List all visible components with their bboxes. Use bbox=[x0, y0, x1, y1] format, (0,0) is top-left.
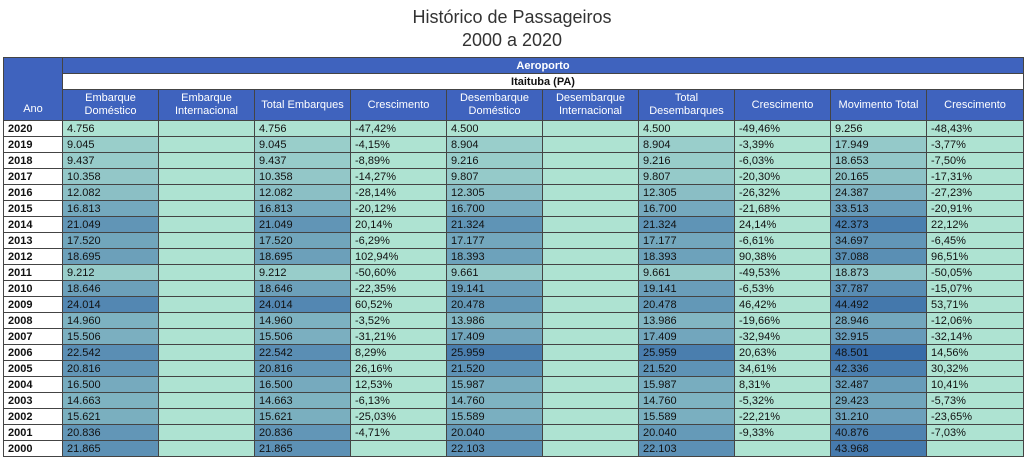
cell-cresc-des: -6,53% bbox=[735, 281, 831, 297]
cell-emb-dom: 9.212 bbox=[63, 265, 159, 281]
cell-cresc-des: 46,42% bbox=[735, 297, 831, 313]
cell-des-dom: 18.393 bbox=[447, 249, 543, 265]
cell-tot-des: 22.103 bbox=[639, 441, 735, 457]
cell-des-dom: 17.177 bbox=[447, 233, 543, 249]
cell-cresc-mov: -7,03% bbox=[927, 425, 1024, 441]
cell-mov: 31.210 bbox=[831, 409, 927, 425]
cell-des-int bbox=[543, 329, 639, 345]
header-row-sub bbox=[4, 74, 1024, 90]
cell-emb-dom: 22.542 bbox=[63, 345, 159, 361]
cell-emb-int bbox=[159, 185, 255, 201]
cell-emb-dom: 9.437 bbox=[63, 153, 159, 169]
cell-mov: 42.336 bbox=[831, 361, 927, 377]
cell-des-dom: 22.103 bbox=[447, 441, 543, 457]
table-body bbox=[4, 121, 1024, 457]
cell-cresc-emb: -47,42% bbox=[351, 121, 447, 137]
table-row bbox=[4, 441, 1024, 457]
cell-cresc-mov: -3,77% bbox=[927, 137, 1024, 153]
cell-mov: 32.487 bbox=[831, 377, 927, 393]
cell-des-int bbox=[543, 185, 639, 201]
year-cell: 2017 bbox=[4, 169, 63, 185]
cell-emb-int bbox=[159, 249, 255, 265]
cell-mov: 37.088 bbox=[831, 249, 927, 265]
cell-cresc-emb: -50,60% bbox=[351, 265, 447, 281]
cell-cresc-des bbox=[735, 441, 831, 457]
cell-tot-des: 20.040 bbox=[639, 425, 735, 441]
cell-emb-dom: 15.506 bbox=[63, 329, 159, 345]
cell-des-int bbox=[543, 345, 639, 361]
cell-cresc-mov: 22,12% bbox=[927, 217, 1024, 233]
chart-subtitle: 2000 a 2020 bbox=[461, 30, 563, 50]
cell-cresc-mov: 53,71% bbox=[927, 297, 1024, 313]
year-cell: 2005 bbox=[4, 361, 63, 377]
cell-emb-dom: 15.621 bbox=[63, 409, 159, 425]
cell-emb-int bbox=[159, 153, 255, 169]
cell-cresc-des: -3,39% bbox=[735, 137, 831, 153]
cell-mov: 44.492 bbox=[831, 297, 927, 313]
cell-des-dom: 15.987 bbox=[447, 377, 543, 393]
year-cell: 2000 bbox=[4, 441, 63, 457]
cell-tot-des: 15.589 bbox=[639, 409, 735, 425]
cell-des-int bbox=[543, 121, 639, 137]
cell-cresc-emb: -20,12% bbox=[351, 201, 447, 217]
cell-emb-int bbox=[159, 425, 255, 441]
cell-tot-emb: 16.500 bbox=[255, 377, 351, 393]
cell-emb-int bbox=[159, 137, 255, 153]
col-header-des-int: Desembarque Internacional bbox=[543, 90, 639, 121]
cell-cresc-mov: -12,06% bbox=[927, 313, 1024, 329]
cell-mov: 20.165 bbox=[831, 169, 927, 185]
cell-cresc-mov: 30,32% bbox=[927, 361, 1024, 377]
cell-tot-des: 21.324 bbox=[639, 217, 735, 233]
year-cell: 2009 bbox=[4, 297, 63, 313]
cell-tot-emb: 9.212 bbox=[255, 265, 351, 281]
cell-emb-int bbox=[159, 329, 255, 345]
cell-cresc-des: -21,68% bbox=[735, 201, 831, 217]
cell-mov: 40.876 bbox=[831, 425, 927, 441]
table-row bbox=[4, 361, 1024, 377]
cell-des-int bbox=[543, 217, 639, 233]
cell-tot-emb: 21.865 bbox=[255, 441, 351, 457]
cell-emb-int bbox=[159, 121, 255, 137]
cell-cresc-mov: -32,14% bbox=[927, 329, 1024, 345]
cell-cresc-mov: -20,91% bbox=[927, 201, 1024, 217]
cell-cresc-emb: -25,03% bbox=[351, 409, 447, 425]
cell-cresc-des: 90,38% bbox=[735, 249, 831, 265]
cell-des-int bbox=[543, 425, 639, 441]
cell-tot-des: 8.904 bbox=[639, 137, 735, 153]
col-header-cresc-emb: Crescimento bbox=[351, 90, 447, 121]
cell-tot-des: 17.177 bbox=[639, 233, 735, 249]
cell-cresc-mov: -23,65% bbox=[927, 409, 1024, 425]
cell-des-dom: 12.305 bbox=[447, 185, 543, 201]
cell-mov: 28.946 bbox=[831, 313, 927, 329]
col-header-tot-des: Total Desembarques bbox=[639, 90, 735, 121]
table-row bbox=[4, 377, 1024, 393]
year-cell: 2011 bbox=[4, 265, 63, 281]
cell-des-dom: 21.324 bbox=[447, 217, 543, 233]
table-row bbox=[4, 137, 1024, 153]
year-cell: 2020 bbox=[4, 121, 63, 137]
year-cell: 2008 bbox=[4, 313, 63, 329]
cell-emb-dom: 18.646 bbox=[63, 281, 159, 297]
cell-emb-dom: 12.082 bbox=[63, 185, 159, 201]
cell-tot-emb: 21.049 bbox=[255, 217, 351, 233]
cell-emb-dom: 21.049 bbox=[63, 217, 159, 233]
cell-emb-int bbox=[159, 361, 255, 377]
table-row bbox=[4, 121, 1024, 137]
cell-cresc-emb: -6,13% bbox=[351, 393, 447, 409]
cell-cresc-emb bbox=[351, 441, 447, 457]
col-header-cresc-des: Crescimento bbox=[735, 90, 831, 121]
table-row bbox=[4, 345, 1024, 361]
table-row bbox=[4, 409, 1024, 425]
cell-cresc-mov: -48,43% bbox=[927, 121, 1024, 137]
cell-emb-dom: 4.756 bbox=[63, 121, 159, 137]
cell-emb-dom: 14.663 bbox=[63, 393, 159, 409]
year-cell: 2010 bbox=[4, 281, 63, 297]
year-cell: 2003 bbox=[4, 393, 63, 409]
cell-tot-emb: 14.960 bbox=[255, 313, 351, 329]
cell-cresc-des: -32,94% bbox=[735, 329, 831, 345]
year-cell: 2016 bbox=[4, 185, 63, 201]
cell-des-dom: 20.040 bbox=[447, 425, 543, 441]
cell-mov: 18.873 bbox=[831, 265, 927, 281]
cell-cresc-des: -6,61% bbox=[735, 233, 831, 249]
cell-tot-emb: 9.045 bbox=[255, 137, 351, 153]
table-row bbox=[4, 217, 1024, 233]
table-row bbox=[4, 185, 1024, 201]
cell-cresc-mov: -17,31% bbox=[927, 169, 1024, 185]
cell-tot-des: 25.959 bbox=[639, 345, 735, 361]
cell-des-int bbox=[543, 409, 639, 425]
cell-cresc-mov: -27,23% bbox=[927, 185, 1024, 201]
cell-cresc-des: -5,32% bbox=[735, 393, 831, 409]
year-cell: 2006 bbox=[4, 345, 63, 361]
cell-emb-int bbox=[159, 441, 255, 457]
cell-emb-dom: 16.813 bbox=[63, 201, 159, 217]
cell-des-dom: 8.904 bbox=[447, 137, 543, 153]
year-cell: 2002 bbox=[4, 409, 63, 425]
cell-des-int bbox=[543, 233, 639, 249]
cell-tot-des: 18.393 bbox=[639, 249, 735, 265]
cell-des-dom: 9.661 bbox=[447, 265, 543, 281]
year-cell: 2004 bbox=[4, 377, 63, 393]
cell-tot-des: 9.216 bbox=[639, 153, 735, 169]
cell-tot-des: 12.305 bbox=[639, 185, 735, 201]
cell-cresc-des: 8,31% bbox=[735, 377, 831, 393]
cell-des-int bbox=[543, 169, 639, 185]
cell-emb-dom: 9.045 bbox=[63, 137, 159, 153]
cell-des-dom: 9.216 bbox=[447, 153, 543, 169]
cell-des-dom: 9.807 bbox=[447, 169, 543, 185]
table-row bbox=[4, 201, 1024, 217]
table-row bbox=[4, 425, 1024, 441]
cell-tot-des: 9.807 bbox=[639, 169, 735, 185]
cell-tot-des: 9.661 bbox=[639, 265, 735, 281]
cell-emb-int bbox=[159, 345, 255, 361]
cell-tot-des: 20.478 bbox=[639, 297, 735, 313]
cell-des-dom: 16.700 bbox=[447, 201, 543, 217]
cell-des-dom: 20.478 bbox=[447, 297, 543, 313]
cell-des-int bbox=[543, 137, 639, 153]
col-header-emb-dom: Embarque Doméstico bbox=[63, 90, 159, 121]
airport-header: Itaituba (PA) bbox=[63, 74, 1024, 90]
cell-emb-dom: 24.014 bbox=[63, 297, 159, 313]
cell-cresc-emb: -31,21% bbox=[351, 329, 447, 345]
cell-cresc-des: -20,30% bbox=[735, 169, 831, 185]
cell-cresc-mov: 14,56% bbox=[927, 345, 1024, 361]
cell-des-int bbox=[543, 377, 639, 393]
cell-tot-emb: 10.358 bbox=[255, 169, 351, 185]
cell-cresc-mov: -15,07% bbox=[927, 281, 1024, 297]
cell-tot-emb: 4.756 bbox=[255, 121, 351, 137]
cell-cresc-emb: -8,89% bbox=[351, 153, 447, 169]
cell-tot-emb: 24.014 bbox=[255, 297, 351, 313]
cell-mov: 43.968 bbox=[831, 441, 927, 457]
cell-emb-dom: 21.865 bbox=[63, 441, 159, 457]
cell-mov: 9.256 bbox=[831, 121, 927, 137]
cell-emb-dom: 20.816 bbox=[63, 361, 159, 377]
year-cell: 2014 bbox=[4, 217, 63, 233]
cell-cresc-des: -9,33% bbox=[735, 425, 831, 441]
col-header-des-dom: Desembarque Doméstico bbox=[447, 90, 543, 121]
table-row bbox=[4, 169, 1024, 185]
cell-cresc-des: -22,21% bbox=[735, 409, 831, 425]
cell-des-int bbox=[543, 313, 639, 329]
cell-tot-des: 17.409 bbox=[639, 329, 735, 345]
cell-mov: 42.373 bbox=[831, 217, 927, 233]
cell-mov: 24.387 bbox=[831, 185, 927, 201]
cell-cresc-emb: 26,16% bbox=[351, 361, 447, 377]
cell-cresc-emb: -4,15% bbox=[351, 137, 447, 153]
cell-emb-int bbox=[159, 169, 255, 185]
cell-tot-emb: 18.695 bbox=[255, 249, 351, 265]
cell-tot-emb: 14.663 bbox=[255, 393, 351, 409]
cell-emb-int bbox=[159, 297, 255, 313]
cell-cresc-emb: -14,27% bbox=[351, 169, 447, 185]
col-header-tot-emb: Total Embarques bbox=[255, 90, 351, 121]
col-header-cresc-mov: Crescimento bbox=[927, 90, 1024, 121]
table-row bbox=[4, 393, 1024, 409]
cell-des-int bbox=[543, 441, 639, 457]
table-row bbox=[4, 329, 1024, 345]
cell-tot-des: 16.700 bbox=[639, 201, 735, 217]
cell-emb-dom: 14.960 bbox=[63, 313, 159, 329]
cell-des-int bbox=[543, 201, 639, 217]
cell-des-dom: 14.760 bbox=[447, 393, 543, 409]
cell-cresc-emb: 20,14% bbox=[351, 217, 447, 233]
cell-emb-dom: 16.500 bbox=[63, 377, 159, 393]
cell-tot-des: 15.987 bbox=[639, 377, 735, 393]
cell-cresc-emb: -6,29% bbox=[351, 233, 447, 249]
year-cell: 2019 bbox=[4, 137, 63, 153]
cell-emb-int bbox=[159, 281, 255, 297]
table-row bbox=[4, 249, 1024, 265]
year-cell: 2001 bbox=[4, 425, 63, 441]
chart-titles bbox=[0, 6, 1024, 52]
cell-mov: 48.501 bbox=[831, 345, 927, 361]
cell-tot-emb: 16.813 bbox=[255, 201, 351, 217]
chart-title: Histórico de Passageiros bbox=[412, 7, 612, 27]
cell-cresc-emb: -22,35% bbox=[351, 281, 447, 297]
cell-tot-emb: 15.506 bbox=[255, 329, 351, 345]
table-row bbox=[4, 281, 1024, 297]
cell-tot-des: 14.760 bbox=[639, 393, 735, 409]
cell-tot-des: 21.520 bbox=[639, 361, 735, 377]
year-cell: 2007 bbox=[4, 329, 63, 345]
cell-cresc-emb: -28,14% bbox=[351, 185, 447, 201]
cell-cresc-des: -26,32% bbox=[735, 185, 831, 201]
cell-des-dom: 25.959 bbox=[447, 345, 543, 361]
cell-cresc-mov: -5,73% bbox=[927, 393, 1024, 409]
cell-emb-dom: 10.358 bbox=[63, 169, 159, 185]
cell-mov: 18.653 bbox=[831, 153, 927, 169]
cell-tot-emb: 22.542 bbox=[255, 345, 351, 361]
cell-cresc-des: 34,61% bbox=[735, 361, 831, 377]
cell-des-int bbox=[543, 249, 639, 265]
cell-cresc-des: -19,66% bbox=[735, 313, 831, 329]
table-row bbox=[4, 313, 1024, 329]
cell-cresc-mov: -50,05% bbox=[927, 265, 1024, 281]
year-cell: 2013 bbox=[4, 233, 63, 249]
cell-des-int bbox=[543, 297, 639, 313]
cell-tot-emb: 12.082 bbox=[255, 185, 351, 201]
cell-tot-des: 19.141 bbox=[639, 281, 735, 297]
col-header-emb-int: Embarque Internacional bbox=[159, 90, 255, 121]
cell-des-dom: 17.409 bbox=[447, 329, 543, 345]
cell-emb-int bbox=[159, 393, 255, 409]
cell-cresc-emb: -4,71% bbox=[351, 425, 447, 441]
year-cell: 2012 bbox=[4, 249, 63, 265]
cell-tot-des: 13.986 bbox=[639, 313, 735, 329]
cell-emb-int bbox=[159, 201, 255, 217]
cell-des-dom: 21.520 bbox=[447, 361, 543, 377]
cell-cresc-emb: 102,94% bbox=[351, 249, 447, 265]
cell-tot-emb: 20.816 bbox=[255, 361, 351, 377]
cell-tot-emb: 17.520 bbox=[255, 233, 351, 249]
cell-cresc-des: -6,03% bbox=[735, 153, 831, 169]
cell-cresc-des: 20,63% bbox=[735, 345, 831, 361]
cell-emb-int bbox=[159, 233, 255, 249]
cell-cresc-emb: 60,52% bbox=[351, 297, 447, 313]
table-row bbox=[4, 233, 1024, 249]
cell-tot-emb: 9.437 bbox=[255, 153, 351, 169]
table-row bbox=[4, 297, 1024, 313]
cell-mov: 32.915 bbox=[831, 329, 927, 345]
cell-mov: 37.787 bbox=[831, 281, 927, 297]
cell-cresc-mov: 10,41% bbox=[927, 377, 1024, 393]
cell-cresc-des: -49,46% bbox=[735, 121, 831, 137]
cell-des-int bbox=[543, 281, 639, 297]
cell-emb-dom: 18.695 bbox=[63, 249, 159, 265]
cell-tot-des: 4.500 bbox=[639, 121, 735, 137]
cell-emb-int bbox=[159, 377, 255, 393]
cell-cresc-mov: -6,45% bbox=[927, 233, 1024, 249]
table-row bbox=[4, 265, 1024, 281]
cell-cresc-emb: 12,53% bbox=[351, 377, 447, 393]
table-row bbox=[4, 153, 1024, 169]
cell-emb-int bbox=[159, 217, 255, 233]
year-cell: 2015 bbox=[4, 201, 63, 217]
cell-des-int bbox=[543, 361, 639, 377]
cell-des-dom: 19.141 bbox=[447, 281, 543, 297]
cell-des-int bbox=[543, 265, 639, 281]
year-header: Ano bbox=[4, 58, 63, 121]
cell-tot-emb: 18.646 bbox=[255, 281, 351, 297]
cell-emb-dom: 20.836 bbox=[63, 425, 159, 441]
cell-emb-dom: 17.520 bbox=[63, 233, 159, 249]
cell-tot-emb: 20.836 bbox=[255, 425, 351, 441]
cell-mov: 33.513 bbox=[831, 201, 927, 217]
cell-mov: 34.697 bbox=[831, 233, 927, 249]
cell-cresc-emb: 8,29% bbox=[351, 345, 447, 361]
cell-cresc-emb: -3,52% bbox=[351, 313, 447, 329]
header-row-group bbox=[4, 58, 1024, 74]
cell-emb-int bbox=[159, 313, 255, 329]
cell-cresc-mov: -7,50% bbox=[927, 153, 1024, 169]
passenger-table bbox=[3, 57, 1024, 457]
cell-cresc-mov: 96,51% bbox=[927, 249, 1024, 265]
cell-cresc-mov bbox=[927, 441, 1024, 457]
cell-cresc-des: 24,14% bbox=[735, 217, 831, 233]
col-header-mov: Movimento Total bbox=[831, 90, 927, 121]
header-row-columns bbox=[4, 90, 1024, 121]
group-header: Aeroporto bbox=[63, 58, 1024, 74]
cell-mov: 17.949 bbox=[831, 137, 927, 153]
cell-cresc-des: -49,53% bbox=[735, 265, 831, 281]
cell-des-int bbox=[543, 393, 639, 409]
cell-des-int bbox=[543, 153, 639, 169]
cell-des-dom: 15.589 bbox=[447, 409, 543, 425]
cell-emb-int bbox=[159, 265, 255, 281]
cell-mov: 29.423 bbox=[831, 393, 927, 409]
cell-des-dom: 13.986 bbox=[447, 313, 543, 329]
cell-tot-emb: 15.621 bbox=[255, 409, 351, 425]
year-cell: 2018 bbox=[4, 153, 63, 169]
cell-des-dom: 4.500 bbox=[447, 121, 543, 137]
cell-emb-int bbox=[159, 409, 255, 425]
